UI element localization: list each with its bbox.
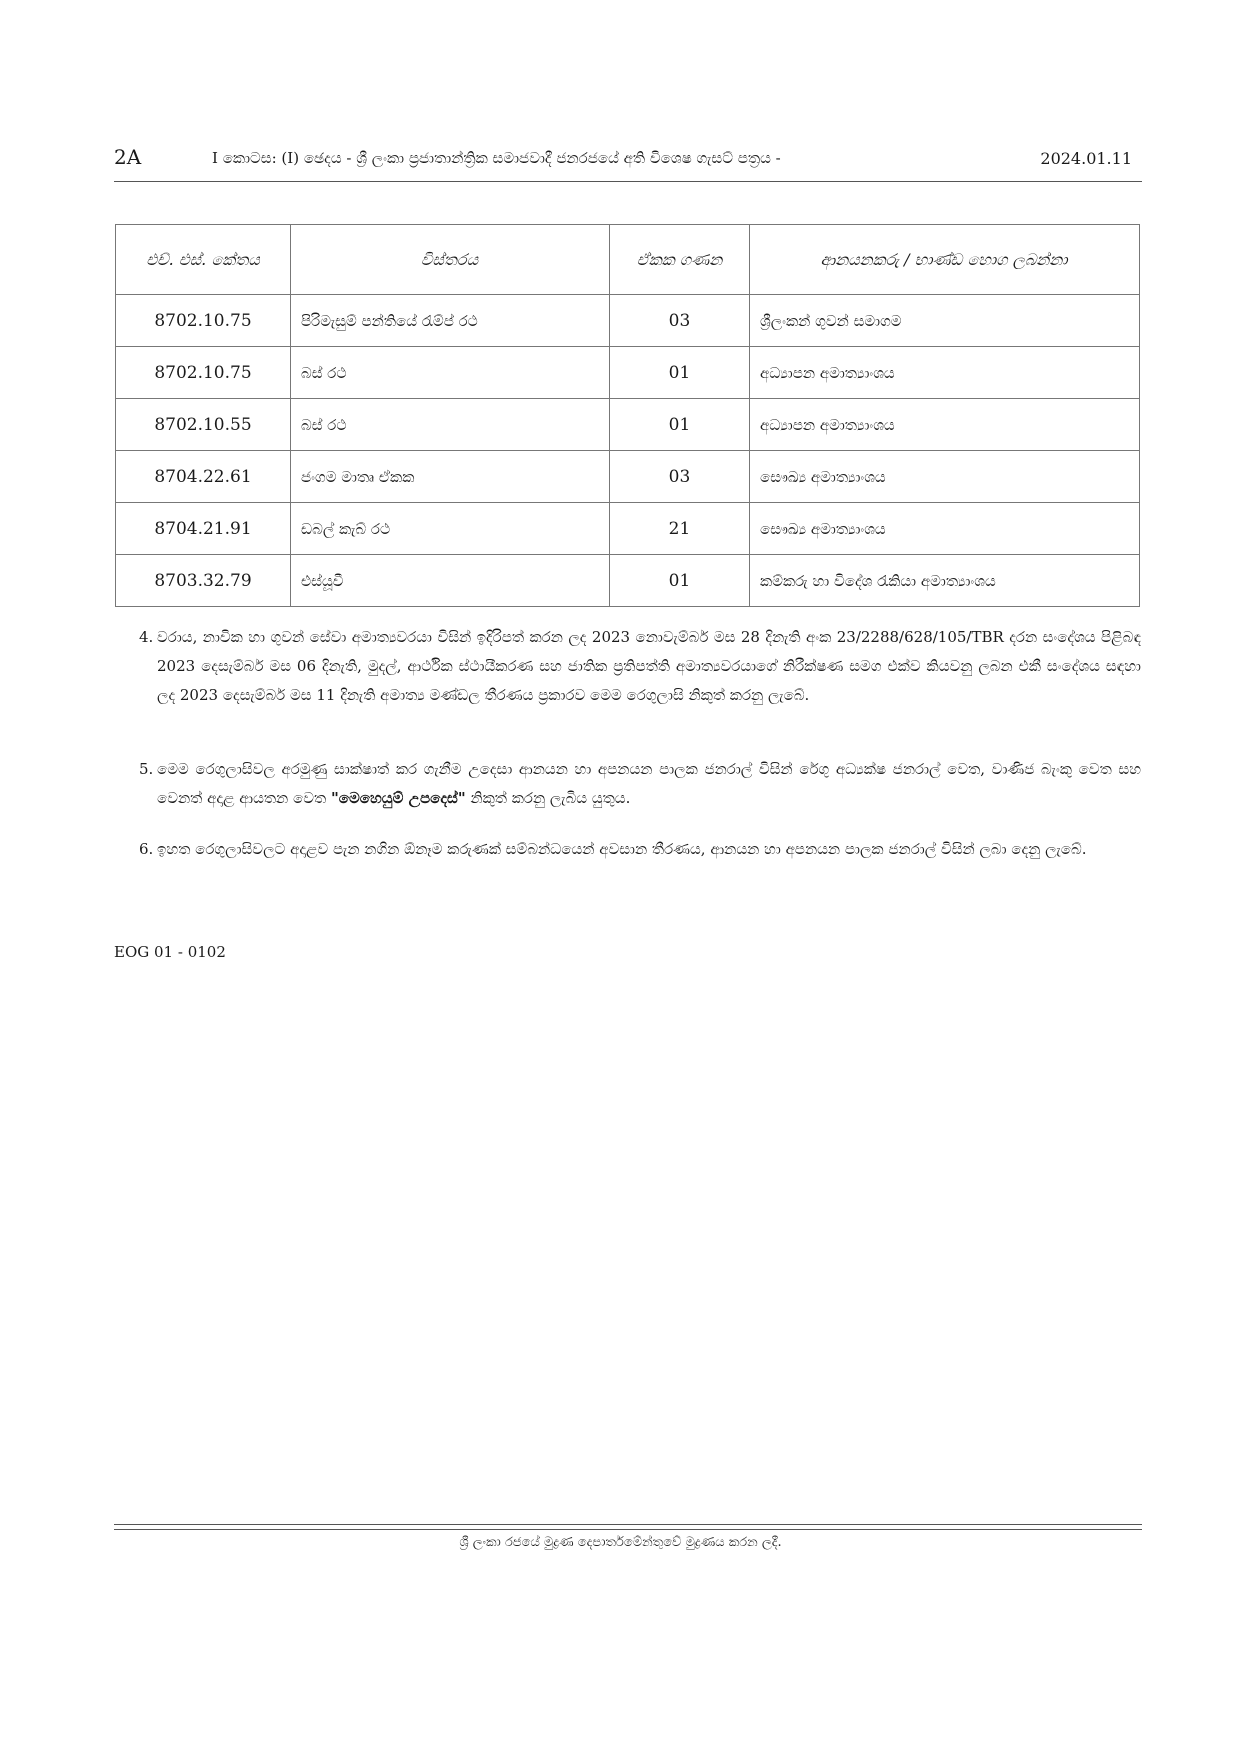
paragraph-text: මෙම රෙගුලාසිවල අරමුණු සාක්ෂාත් කර ගැනීම උදෙසා ආනයන හා අපනයන පාලක ජනරාල් විසින් රේගු අධ්‍යක්ෂ ජනරාල් වෙත, වාණිජ බැංකු වෙත සහ වෙනත් අදාළ ආයතන වෙත	[157, 760, 1141, 807]
hs-code-cell: 8704.21.91	[116, 503, 291, 555]
description-cell: ජංගම මාතෘ ඒකක	[291, 451, 610, 503]
paragraph-5	[139, 755, 1141, 813]
column-header-description: විස්තරය	[291, 225, 610, 295]
description-cell: බස් රථ	[291, 347, 610, 399]
goods-table	[115, 224, 1140, 607]
importer-cell: සෞඛ්‍ය අමාත්‍යාංශය	[750, 451, 1140, 503]
paragraph-6	[139, 835, 1141, 864]
paragraph-number: 6.	[139, 840, 154, 858]
paragraph-4	[139, 623, 1141, 710]
gazette-date: 2024.01.11	[1040, 149, 1132, 168]
hs-code-cell: 8704.22.61	[116, 451, 291, 503]
gazette-title: I කොටස: (I) ඡෙදය - ශ්‍රී ලංකා ප්‍රජාතාන්ත්‍රික සමාජවාදී ජනරජයේ අති විශෙෂ ගැසට් පත්‍රය -	[212, 149, 781, 167]
quantity-cell: 21	[610, 503, 750, 555]
description-cell: එස්යූවී	[291, 555, 610, 607]
hs-code-cell: 8703.32.79	[116, 555, 291, 607]
paragraph-text: ඉහත රෙගුලාසිවලට අදාළව පැන නගින ඕනෑම කරුණක් සම්බන්ධයෙන් අවසාන තීරණය, ආනයන හා අපනයන පාලක ජනරාල් විසින් ලබා දෙනු ලැබේ.	[157, 840, 1087, 858]
page-number: 2A	[114, 145, 142, 169]
column-header-importer: ආනයනකරු / භාණ්ඩ හොග ලබන්නා	[750, 225, 1140, 295]
description-cell: ඩබල් කැබ් රථ	[291, 503, 610, 555]
paragraph-number: 5.	[139, 760, 154, 778]
quantity-cell: 01	[610, 399, 750, 451]
operational-advice-term: "මෙහෙයුම් උපදෙස්"	[330, 789, 466, 807]
table-row	[116, 295, 1140, 347]
description-cell: බස් රථ	[291, 399, 610, 451]
table-row	[116, 399, 1140, 451]
quantity-cell: 01	[610, 555, 750, 607]
hs-code-cell: 8702.10.55	[116, 399, 291, 451]
page-header	[114, 145, 1142, 182]
quantity-cell: 03	[610, 451, 750, 503]
table-header-row	[116, 225, 1140, 295]
quantity-cell: 01	[610, 347, 750, 399]
importer-cell: අධ්‍යාපන අමාත්‍යාංශය	[750, 399, 1140, 451]
hs-code-cell: 8702.10.75	[116, 347, 291, 399]
table-row	[116, 555, 1140, 607]
quantity-cell: 03	[610, 295, 750, 347]
paragraph-number: 4.	[139, 628, 154, 646]
hs-code-cell: 8702.10.75	[116, 295, 291, 347]
importer-cell: අධ්‍යාපන අමාත්‍යාංශය	[750, 347, 1140, 399]
footer-divider	[114, 1524, 1142, 1530]
paragraph-text-end: නිකුත් කරනු ලැබිය යුතුය.	[470, 789, 631, 807]
document-reference: EOG 01 - 0102	[114, 943, 226, 961]
importer-cell: කම්කරු හා විදේශ රැකියා අමාත්‍යාංශය	[750, 555, 1140, 607]
table-row	[116, 451, 1140, 503]
paragraph-text: වරාය, නාවික හා ගුවන් සේවා අමාත්‍යවරයා විසින් ඉදිරිපත් කරන ලද 2023 නොවැම්බර් මස 28 දිනැති අංක 23/2288/628/105/TBR දරන සංදේශය පිළිබඳ 2023 දෙසැම්බර් මස 06 දිනැති, මුදල්, ආර්ථික ස්ථායීකරණ සහ ජාතික ප්‍රතිපත්ති අමාත්‍යවරයාගේ නිරීක්ෂණ සමග එක්ව කියවනු ලබන එකී සංදේශය සඳහා ලද 2023 දෙසැම්බර් මස 11 දිනැති අමාත්‍ය මණ්ඩල තීරණය ප්‍රකාරව මෙම රෙගුලාසි නිකුත් කරනු ලැබේ.	[157, 628, 1141, 704]
importer-cell: සෞඛ්‍ය අමාත්‍යාංශය	[750, 503, 1140, 555]
column-header-hs-code: එච්. එස්. කේතය	[116, 225, 291, 295]
table-row	[116, 503, 1140, 555]
column-header-quantity: ඒකක ගණන	[610, 225, 750, 295]
description-cell: පිරිමැසුම් පන්තියේ රැම්ප් රථ	[291, 295, 610, 347]
paragraph-body	[139, 755, 1141, 813]
importer-cell: ශ්‍රීලංකන් ගුවන් සමාගම	[750, 295, 1140, 347]
printer-imprint: ශ්‍රී ලංකා රජයේ මුද්‍රණ දෙපාර්තමේන්තුවේ මුද්‍රණය කරන ලදී.	[459, 1535, 782, 1550]
table-row	[116, 347, 1140, 399]
